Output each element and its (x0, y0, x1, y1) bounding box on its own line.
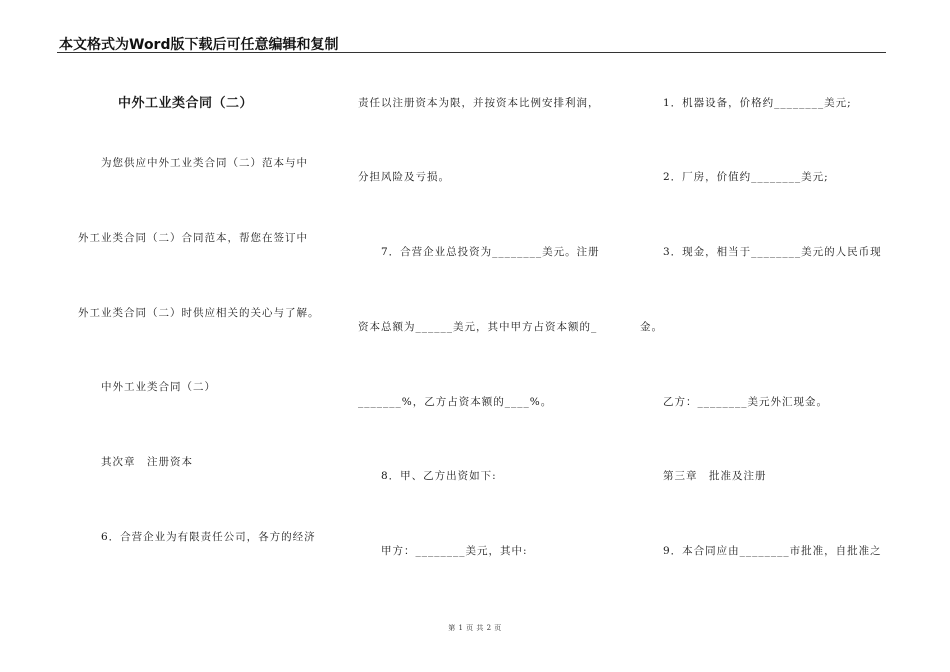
col1-line-4: 中外工业类合同（二） (101, 381, 216, 393)
document-header-title: 本文格式为Word版下载后可任意编辑和复制 (59, 37, 339, 53)
col1-line-1: 为您供应中外工业类合同（二）范本与中 (101, 157, 308, 169)
col1-line-6: 6．合营企业为有限责任公司，各方的经济 (101, 531, 316, 543)
col3-line-4: 金。 (640, 321, 663, 333)
col1-line-2: 外工业类合同（二）合同范本，帮您在签订中 (78, 232, 308, 244)
col2-line-5: _______%，乙方占资本额的____%。 (358, 396, 553, 408)
col1-heading-chapter2: 其次章 注册资本 (101, 456, 193, 468)
col1-line-3: 外工业类合同（二）时供应相关的关心与了解。 (78, 307, 320, 319)
page-number-footer: 第 1 页 共 2 页 (448, 624, 502, 632)
col3-line-7: 9．本合同应由________市批准，自批准之 (663, 545, 882, 557)
col3-line-3: 3．现金，相当于________美元的人民币现 (663, 246, 882, 258)
col3-line-2: 2．厂房，价值约________美元; (663, 171, 829, 183)
col2-line-4: 资本总额为______美元，其中甲方占资本额的_ (358, 321, 598, 333)
document-title: 中外工业类合同（二） (118, 96, 254, 111)
header-divider (57, 52, 886, 53)
col3-line-5: 乙方：________美元外汇现金。 (663, 396, 828, 408)
col3-line-1: 1．机器设备，价格约________美元; (663, 97, 852, 109)
col3-heading-chapter3: 第三章 批准及注册 (663, 470, 767, 482)
col2-line-1: 责任以注册资本为限，并按资本比例安排利润， (358, 97, 600, 109)
col2-line-3: 7．合营企业总投资为________美元。注册 (381, 246, 600, 258)
col2-line-6: 8．甲、乙方出资如下: (381, 470, 497, 482)
col2-line-2: 分担风险及亏损。 (358, 171, 450, 183)
col2-line-7: 甲方：________美元，其中: (381, 545, 528, 557)
